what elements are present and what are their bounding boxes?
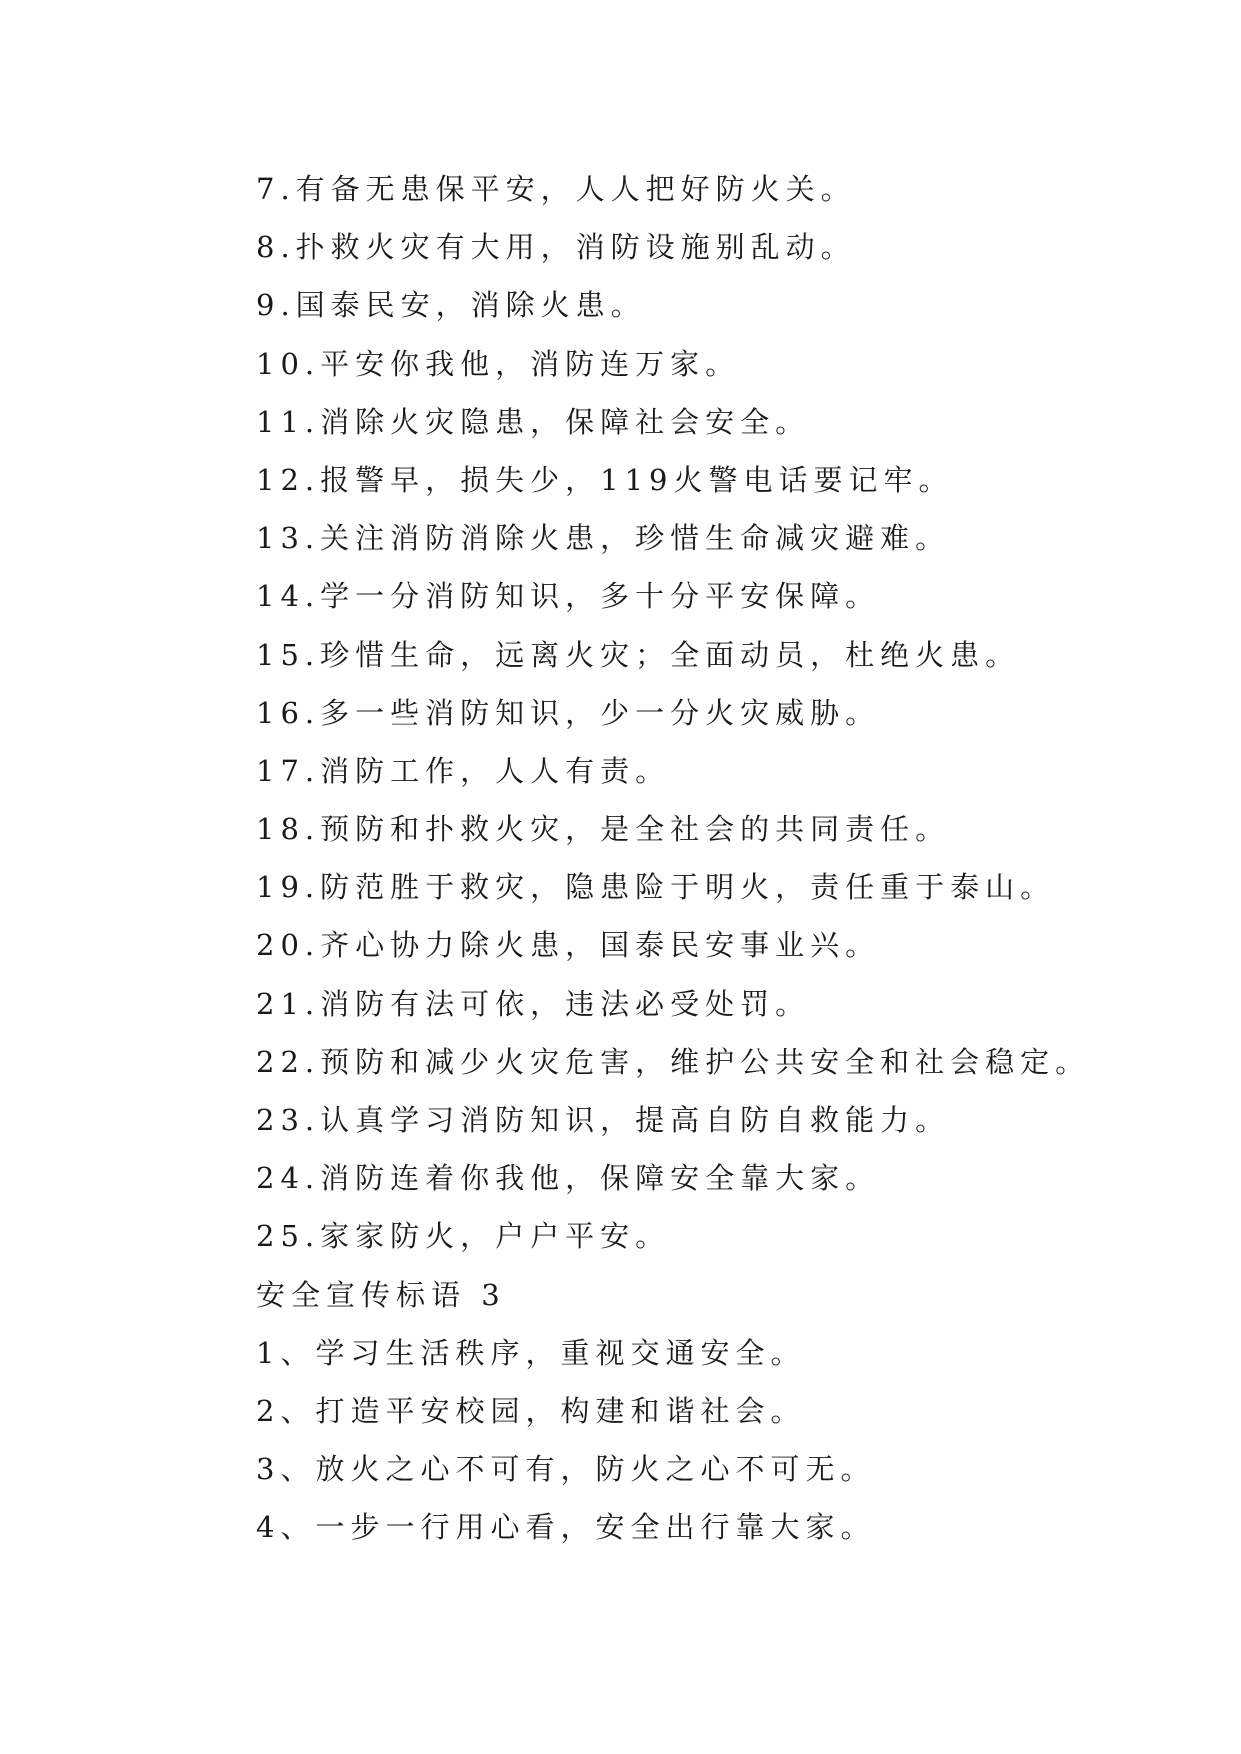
slogan-line: 8.扑救火灾有大用，消防设施别乱动。	[256, 230, 856, 265]
slogan-line: 18.预防和扑救火灾，是全社会的共同责任。	[256, 812, 951, 847]
slogan-line: 15.珍惜生命，远离火灾；全面动员，杜绝火患。	[256, 637, 1021, 672]
slogan-line: 21.消防有法可依，违法必受处罚。	[256, 986, 811, 1021]
slogan-line: 16.多一些消防知识，少一分火灾威胁。	[256, 695, 881, 730]
slogan-line: 24.消防连着你我他，保障安全靠大家。	[256, 1161, 881, 1196]
slogan-line: 11.消除火灾隐患，保障社会安全。	[256, 404, 811, 439]
slogan-line: 19.防范胜于救灾，隐患险于明火，责任重于泰山。	[256, 870, 1056, 905]
slogan-line: 20.齐心协力除火患，国泰民安事业兴。	[256, 928, 881, 963]
slogan-line: 13.关注消防消除火患，珍惜生命减灾避难。	[256, 521, 951, 556]
slogan-line: 3、放火之心不可有，防火之心不可无。	[256, 1452, 876, 1487]
slogan-line: 10.平安你我他，消防连万家。	[256, 346, 741, 381]
slogan-line: 7.有备无患保平安，人人把好防火关。	[256, 172, 856, 206]
slogan-line: 4、一步一行用心看，安全出行靠大家。	[256, 1510, 876, 1545]
slogan-line: 1、学习生活秩序，重视交通安全。	[256, 1335, 806, 1370]
slogan-line: 14.学一分消防知识，多十分平安保障。	[256, 579, 881, 614]
slogan-line: 2、打造平安校园，构建和谐社会。	[256, 1393, 806, 1428]
document-body	[256, 160, 1091, 1557]
slogan-line: 12.报警早，损失少，119火警电话要记牢。	[256, 462, 954, 497]
slogan-line: 17.消防工作，人人有责。	[256, 753, 671, 788]
slogan-line: 9.国泰民安，消除火患。	[256, 288, 646, 323]
slogan-line: 22.预防和减少火灾危害，维护公共安全和社会稳定。	[256, 1044, 1091, 1079]
section-heading: 安全宣传标语 3	[256, 1277, 506, 1312]
slogan-line: 25.家家防火，户户平安。	[256, 1219, 671, 1254]
slogan-line: 23.认真学习消防知识，提高自防自救能力。	[256, 1103, 951, 1137]
